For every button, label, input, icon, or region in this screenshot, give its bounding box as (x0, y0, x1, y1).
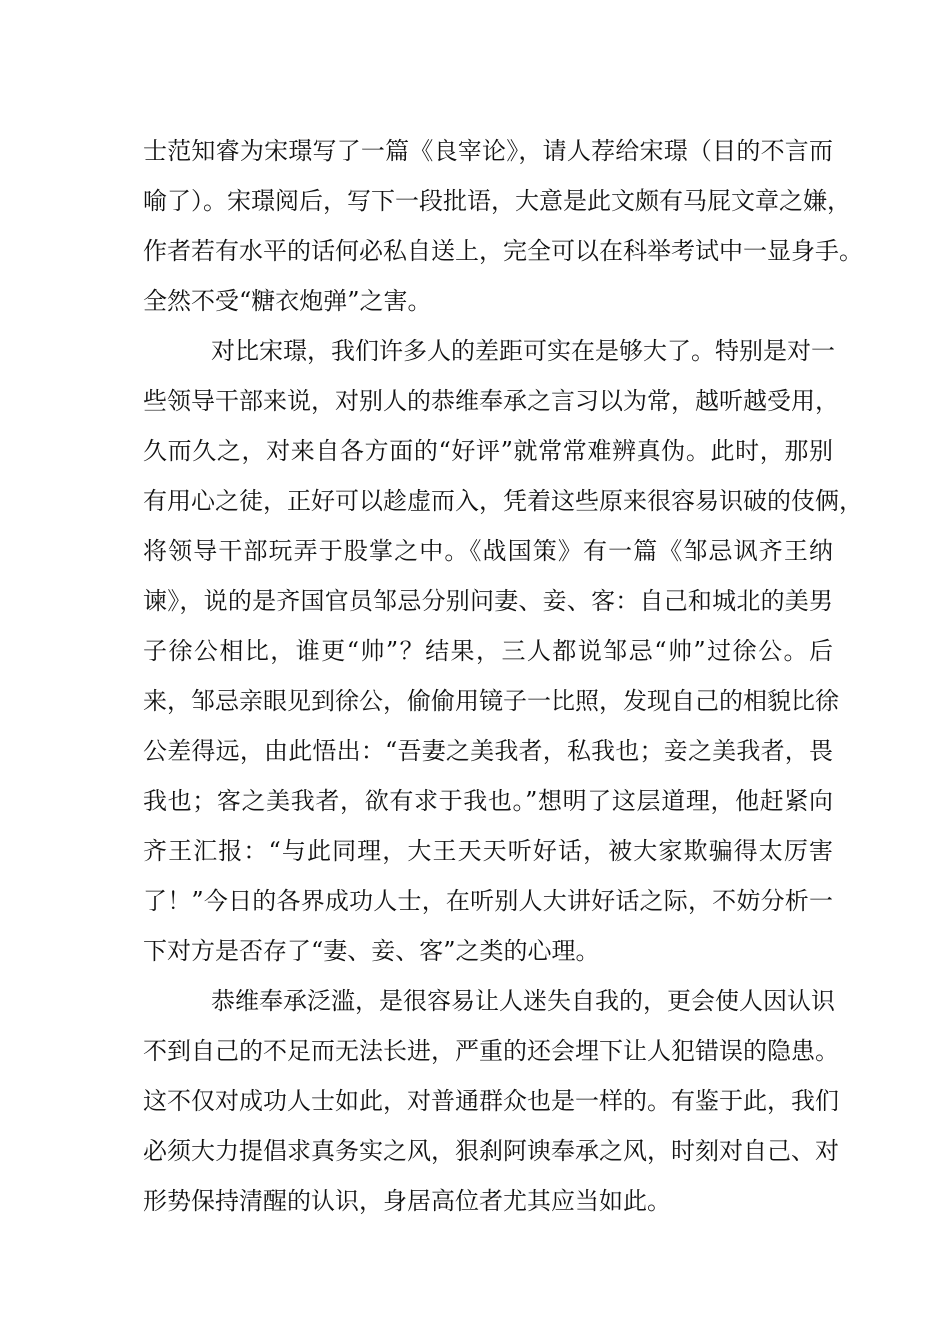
text-line: 喻了）。宋璟阅后，写下一段批语，大意是此文颇有马屁文章之嫌， (143, 187, 851, 215)
text-line: 有用心之徒，正好可以趁虚而入，凭着这些原来很容易识破的伎俩， (143, 487, 863, 515)
text-line: 士范知睿为宋璟写了一篇《良宰论》，请人荐给宋璟（目的不言而 (143, 137, 833, 165)
text-line: 齐王汇报：“与此同理，大王天天听好话，被大家欺骗得太厉害 (143, 837, 833, 865)
text-line: 子徐公相比，谁更“帅”？结果，三人都说邹忌“帅”过徐公。后 (143, 637, 833, 665)
text-line: 必须大力提倡求真务实之风，狠刹阿谀奉承之风，时刻对自己、对 (143, 1137, 839, 1165)
text-line: 我也；客之美我者，欲有求于我也。”想明了这层道理，他赶紧向 (143, 787, 833, 815)
text-line: 作者若有水平的话何必私自送上，完全可以在科举考试中一显身手。 (143, 237, 863, 265)
text-line: 不到自己的不足而无法长进，严重的还会埋下让人犯错误的隐患。 (143, 1037, 839, 1065)
text-line: 全然不受“糖衣炮弹”之害。 (143, 287, 432, 315)
paragraph-first-line: 恭维奉承泛滥，是很容易让人迷失自我的，更会使人因认识 (211, 987, 835, 1015)
text-line: 公差得远，由此悟出：“吾妻之美我者，私我也；妾之美我者，畏 (143, 737, 833, 765)
text-line: 了！”今日的各界成功人士，在听别人大讲好话之际，不妨分析一 (143, 887, 833, 915)
text-line: 久而久之，对来自各方面的“好评”就常常难辨真伪。此时，那别 (143, 437, 833, 465)
text-line: 下对方是否存了“妻、妾、客”之类的心理。 (143, 937, 600, 965)
paragraph-first-line: 对比宋璟，我们许多人的差距可实在是够大了。特别是对一 (211, 337, 835, 365)
text-line: 来，邹忌亲眼见到徐公，偷偷用镜子一比照，发现自己的相貌比徐 (143, 687, 839, 715)
body-text (143, 126, 863, 1226)
text-line: 将领导干部玩弄于股掌之中。《战国策》有一篇《邹忌讽齐王纳 (143, 537, 833, 565)
text-line: 些领导干部来说，对别人的恭维奉承之言习以为常，越听越受用， (143, 387, 839, 415)
text-line: 形势保持清醒的认识，身居高位者尤其应当如此。 (143, 1187, 671, 1215)
text-line: 谏》，说的是齐国官员邹忌分别问妻、妾、客：自己和城北的美男 (143, 587, 833, 615)
text-line: 这不仅对成功人士如此，对普通群众也是一样的。有鉴于此，我们 (143, 1087, 839, 1115)
